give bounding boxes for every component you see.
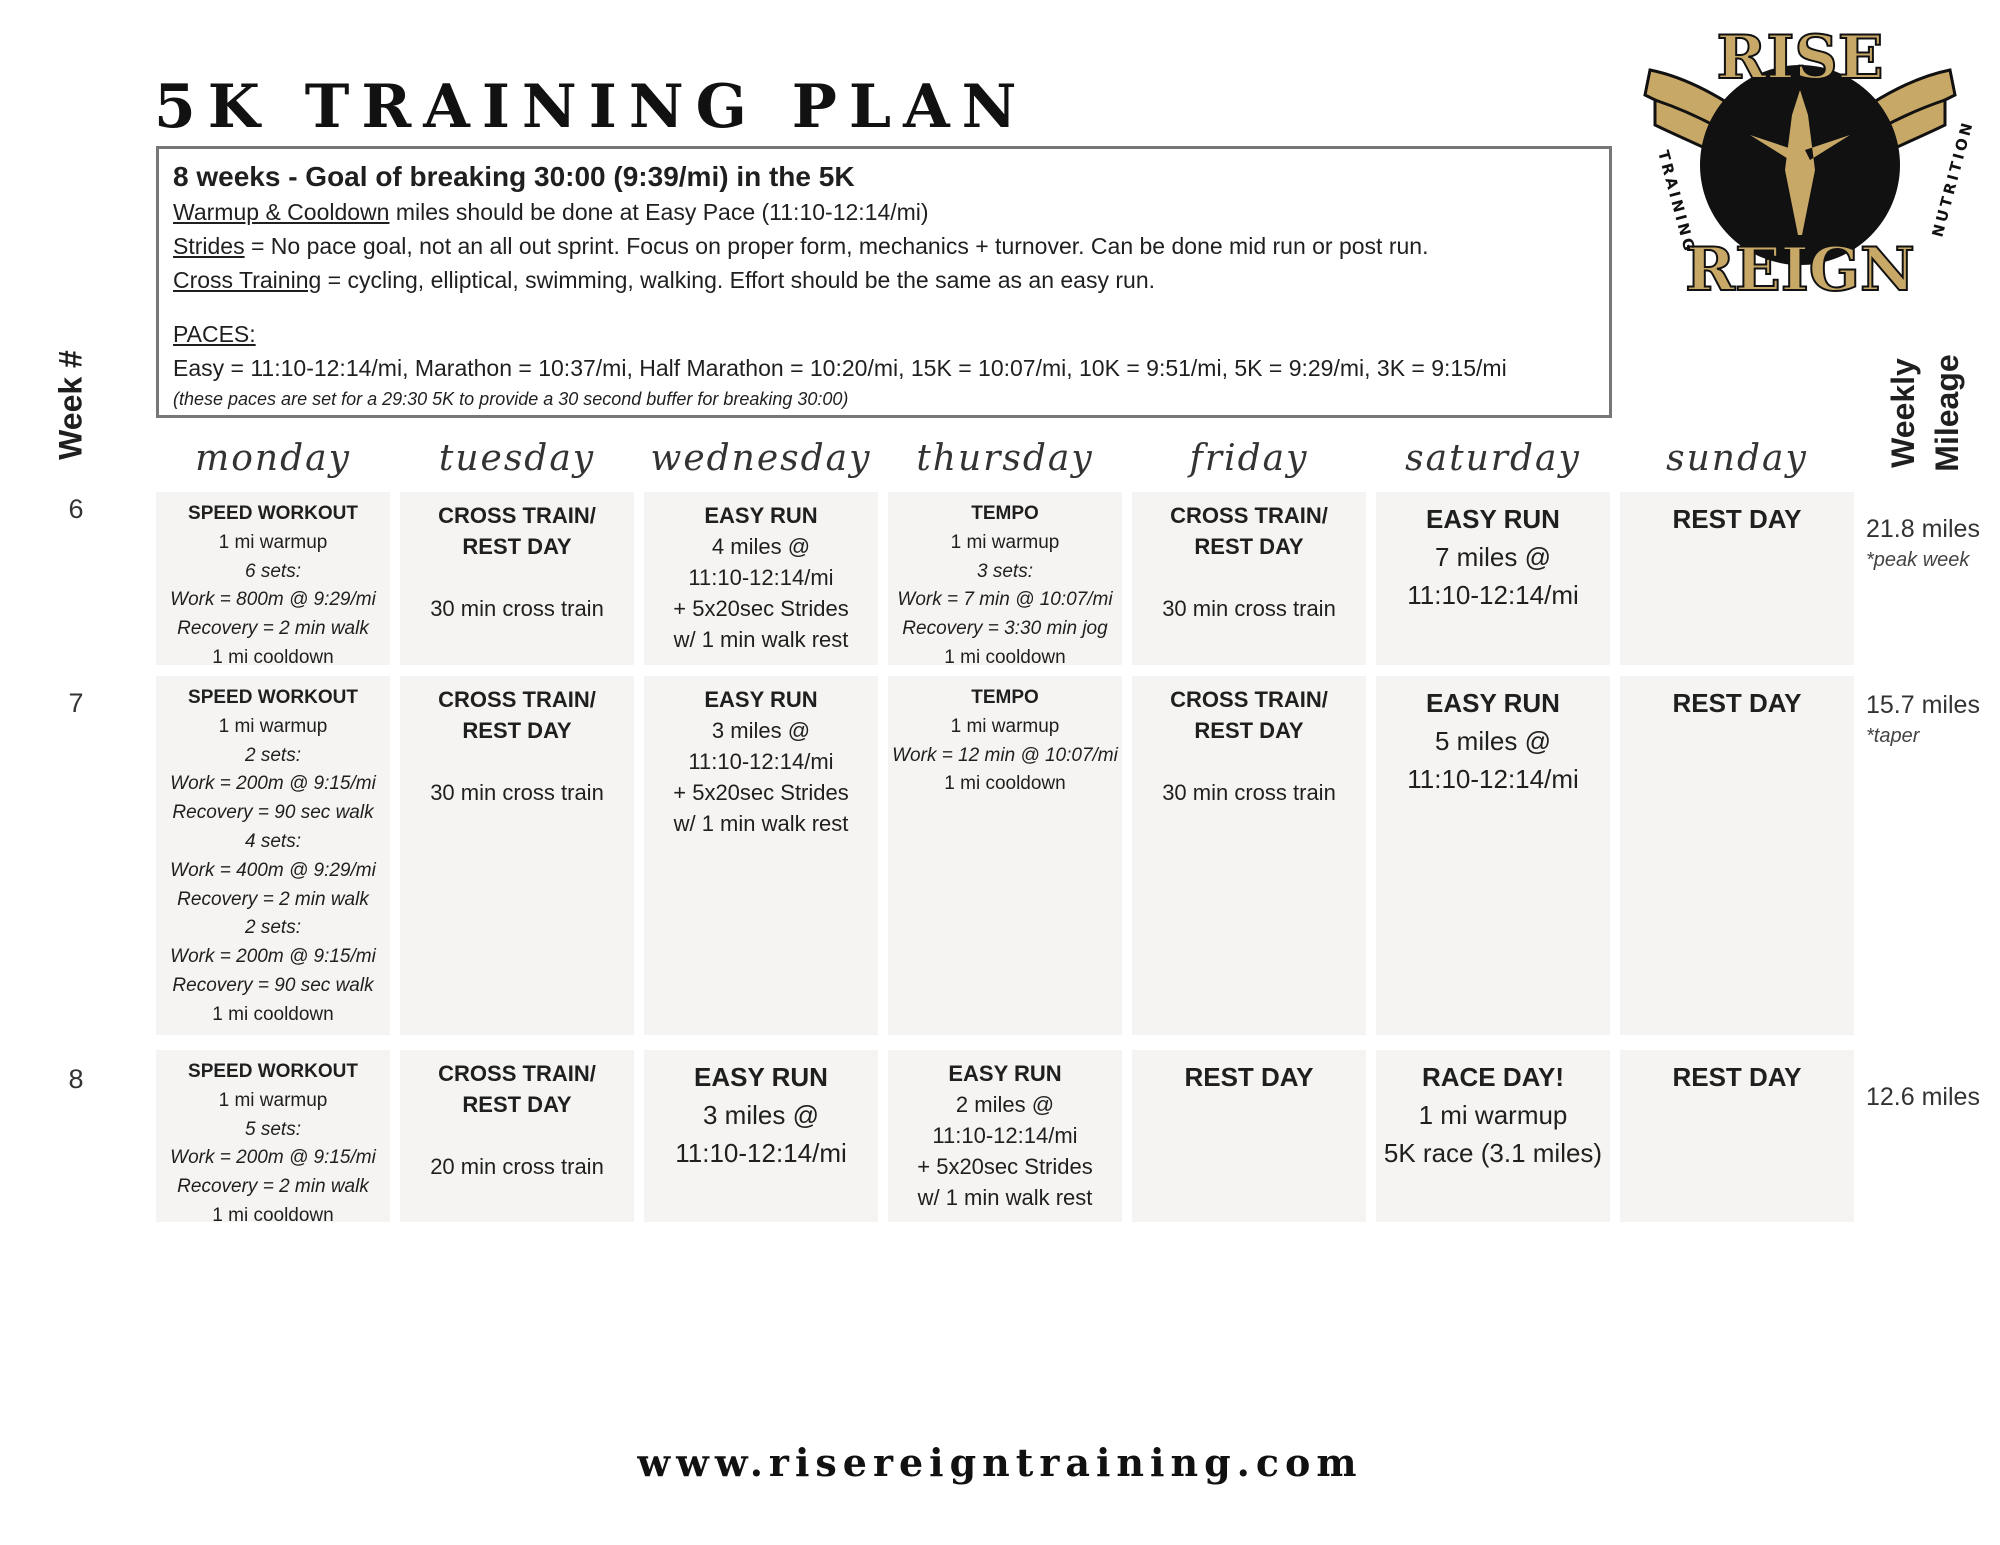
workout-title: CROSS TRAIN/ [438,1061,596,1086]
workout-detail: REST DAY [462,1092,572,1117]
workout-title: EASY RUN [1426,504,1560,534]
workout-detail: Recovery = 90 sec walk [172,974,374,996]
rise-reign-logo [1630,20,1977,310]
workout-detail: Work = 200m @ 9:15/mi [170,1147,376,1169]
workout-cell-wednesday [644,676,878,1035]
workout-detail: 1 mi cooldown [944,773,1066,795]
workout-detail: Work = 12 min @ 10:07/mi [892,744,1118,766]
workout-detail: 11:10-12:14/mi [688,565,834,590]
workout-cell-sunday [1620,676,1854,1035]
workout-detail: Recovery = 2 min walk [177,1176,369,1198]
mileage-note: *peak week [1866,549,1970,571]
workout-title: EASY RUN [704,503,818,528]
workout-detail: REST DAY [1194,534,1304,559]
workout-detail: 20 min cross train [430,1154,604,1179]
logo-right-text: NUTRITION [1928,118,1977,240]
workout-detail: Recovery = 90 sec walk [172,802,374,824]
workout-cell-saturday [1376,676,1610,1035]
workout-detail: 11:10-12:14/mi [675,1138,847,1168]
logo-left-text: TRAINING [1654,148,1699,256]
workout-detail: Work = 200m @ 9:15/mi [170,773,376,795]
day-header-wednesday: wednesday [650,438,872,479]
workout-cell-thursday [888,1050,1122,1222]
workout-title: CROSS TRAIN/ [1170,687,1328,712]
workout-title: REST DAY [1184,1062,1314,1092]
workout-detail: 11:10-12:14/mi [1407,580,1579,610]
workout-detail: 30 min cross train [430,780,604,805]
workout-detail: 1 mi warmup [950,715,1060,737]
workout-cell-sunday [1620,1050,1854,1222]
warmup-line [173,195,1595,229]
workout-detail: REST DAY [462,718,572,743]
workout-cell-sunday [1620,492,1854,665]
day-header-friday: friday [1189,438,1309,479]
workout-detail: 1 mi warmup [950,531,1060,553]
workout-detail: Work = 200m @ 9:15/mi [170,946,376,968]
workout-detail: 4 sets: [245,830,301,852]
workout-cell-saturday [1376,1050,1610,1222]
weekly-mileage [1866,1080,1980,1114]
workout-title: TEMPO [971,503,1039,524]
workout-cell-friday [1132,492,1366,665]
workout-title: CROSS TRAIN/ [438,503,596,528]
workout-title: REST DAY [1672,504,1802,534]
workout-detail: w/ 1 min walk rest [673,627,849,652]
workout-detail: 2 sets: [245,917,301,939]
page-title: 5K TRAINING PLAN [154,72,1029,142]
workout-title: EASY RUN [1426,688,1560,718]
workout-detail: 1 mi cooldown [212,1204,334,1226]
workout-detail: Recovery = 2 min walk [177,618,369,640]
workout-title: SPEED WORKOUT [188,687,358,708]
cross-training-label: Cross Training [173,267,322,293]
paces-label: PACES: [173,321,256,347]
workout-title: CROSS TRAIN/ [1170,503,1328,528]
workout-title: SPEED WORKOUT [188,503,358,524]
cross-training-text: = cycling, elliptical, swimming, walking. Effort should be the same as an easy run. [321,267,1155,293]
workout-cell-tuesday [400,676,634,1035]
weekly-mileage [1866,512,1980,574]
weekly-mileage-header: Weekly Mileage [1885,353,1965,472]
workout-detail: 1 mi cooldown [212,1003,334,1025]
workout-detail: 1 mi cooldown [212,646,334,668]
goal-text: 8 weeks - Goal of breaking 30:00 (9:39/mi) in the 5K [173,161,855,192]
day-header-saturday: saturday [1405,438,1581,479]
workout-title: TEMPO [971,687,1039,708]
workout-cell-monday [156,676,390,1035]
workout-title: EASY RUN [704,687,818,712]
workout-detail: 1 mi warmup [218,531,328,553]
workout-detail: Work = 400m @ 9:29/mi [170,859,376,881]
workout-detail: + 5x20sec Strides [917,1154,1093,1179]
cross-training-line [173,263,1595,297]
workout-title: SPEED WORKOUT [188,1061,358,1082]
workout-cell-friday [1132,1050,1366,1222]
workout-title: EASY RUN [948,1061,1062,1086]
workout-detail: 5 sets: [245,1118,301,1140]
mileage-note: *taper [1866,725,1920,747]
workout-detail: 11:10-12:14/mi [688,749,834,774]
workout-cell-thursday [888,492,1122,668]
strides-text: = No pace goal, not an all out sprint. Focus on proper form, mechanics + turnover. Can be done mid run or post run. [244,233,1429,259]
workout-detail: 3 miles @ [703,1100,819,1130]
warmup-label: Warmup & Cooldown [173,199,390,225]
workout-detail: 1 mi warmup [218,1089,328,1111]
workout-detail: 3 sets: [977,560,1033,582]
workout-title: RACE DAY! [1421,1062,1565,1092]
logo-top-text: RISE [1716,23,1884,93]
workout-detail: 30 min cross train [1162,780,1336,805]
workout-detail [1132,746,1366,777]
workout-cell-thursday [888,676,1122,1035]
workout-detail: REST DAY [462,534,572,559]
workout-detail [400,1120,634,1151]
workout-cell-monday [156,492,390,668]
workout-detail: 6 sets: [245,560,301,582]
workout-detail: 2 miles @ [955,1092,1055,1117]
workout-detail [400,746,634,777]
workout-cell-monday [156,1050,390,1226]
workout-cell-friday [1132,676,1366,1035]
day-header-sunday: sunday [1666,438,1808,479]
workout-detail: Recovery = 2 min walk [177,888,369,910]
week-number: 8 [68,1064,84,1094]
workout-detail: 11:10-12:14/mi [1407,764,1579,794]
weekly-mileage [1866,688,1980,750]
workout-detail: 5K race (3.1 miles) [1383,1138,1603,1168]
week-number: 7 [68,688,84,718]
workout-detail: 30 min cross train [1162,596,1336,621]
day-header-tuesday: tuesday [438,438,596,479]
workout-detail: Work = 7 min @ 10:07/mi [897,589,1113,611]
workout-detail: Recovery = 3:30 min jog [902,618,1108,640]
workout-detail: 4 miles @ [711,534,811,559]
workout-detail [1132,562,1366,593]
workout-detail: + 5x20sec Strides [673,596,849,621]
workout-detail: 1 mi warmup [218,715,328,737]
workout-detail: w/ 1 min walk rest [673,811,849,836]
workout-title: EASY RUN [694,1062,828,1092]
footer-url: www.risereigntraining.com [637,1440,1363,1485]
strides-line [173,229,1595,263]
mileage-value: 12.6 miles [1866,1083,1980,1111]
day-header-monday: monday [195,438,351,479]
workout-detail: 30 min cross train [430,596,604,621]
week-header: Week # [52,350,89,460]
workout-cell-wednesday [644,492,878,665]
workout-detail: 1 mi warmup [1418,1100,1568,1130]
workout-cell-saturday [1376,492,1610,665]
week-number: 6 [68,494,84,524]
workout-title: REST DAY [1672,1062,1802,1092]
workout-detail: Work = 800m @ 9:29/mi [170,589,376,611]
strides-label: Strides [173,233,245,259]
logo-bottom-text: REIGN [1685,235,1915,305]
workout-detail [400,562,634,593]
warmup-text: miles should be done at Easy Pace (11:10-12:14/mi) [389,199,929,225]
info-box [156,146,1612,418]
day-header-thursday: thursday [916,438,1094,479]
workout-cell-tuesday [400,492,634,665]
workout-detail: REST DAY [1194,718,1304,743]
workout-detail: 2 sets: [245,744,301,766]
workout-title: CROSS TRAIN/ [438,687,596,712]
mileage-value: 15.7 miles [1866,691,1980,719]
workout-cell-tuesday [400,1050,634,1222]
workout-detail: 11:10-12:14/mi [932,1123,1078,1148]
workout-cell-wednesday [644,1050,878,1222]
workout-detail: + 5x20sec Strides [673,780,849,805]
workout-detail: 5 miles @ [1435,726,1551,756]
paces-note: (these paces are set for a 29:30 5K to provide a 30 second buffer for breaking 30:00) [173,389,849,409]
workout-detail: w/ 1 min walk rest [917,1185,1093,1210]
workout-detail: 7 miles @ [1435,542,1551,572]
workout-title: REST DAY [1672,688,1802,718]
paces-text: Easy = 11:10-12:14/mi, Marathon = 10:37/mi, Half Marathon = 10:20/mi, 15K = 10:07/mi, 10K = 9:51/mi, 5K = 9:29/mi, 3K = 9:15/mi [173,355,1507,381]
workout-detail: 3 miles @ [711,718,811,743]
workout-detail: 1 mi cooldown [944,646,1066,668]
mileage-value: 21.8 miles [1866,515,1980,543]
